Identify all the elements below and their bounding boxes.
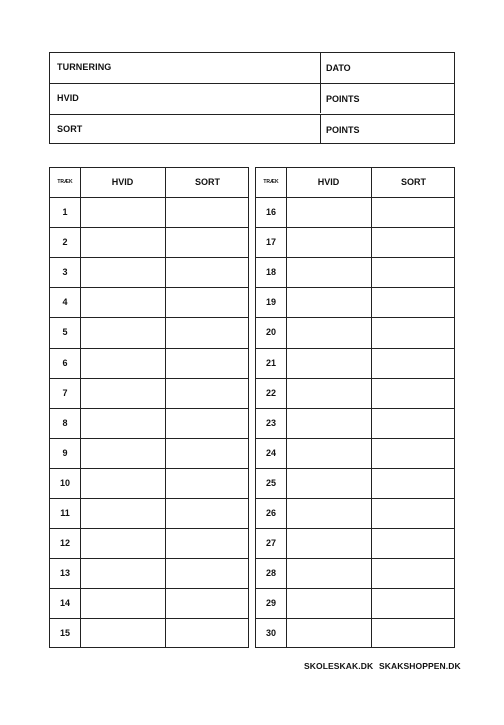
- black-row: [50, 114, 454, 144]
- black-move-cell[interactable]: [372, 529, 455, 558]
- move-number: 6: [62, 357, 68, 368]
- move-number: 26: [265, 508, 276, 518]
- move-column-header: TRÆK: [263, 179, 279, 185]
- move-number: 3: [62, 267, 68, 278]
- move-number: 4: [62, 297, 68, 308]
- white-move-cell[interactable]: [81, 379, 164, 408]
- move-number: 22: [265, 387, 276, 398]
- black-move-cell[interactable]: [166, 469, 249, 498]
- white-points-label: POINTS: [326, 94, 360, 104]
- white-move-cell[interactable]: [81, 559, 164, 588]
- move-number: 19: [265, 297, 276, 308]
- white-move-cell[interactable]: [287, 409, 370, 438]
- game-info-box: [49, 52, 455, 144]
- footer-site-2: SKAKSHOPPEN.DK: [379, 661, 461, 671]
- white-move-cell[interactable]: [81, 589, 164, 618]
- black-move-cell[interactable]: [372, 619, 455, 648]
- black-move-cell[interactable]: [372, 198, 455, 227]
- white-column-header: HVID: [317, 177, 340, 187]
- black-move-cell[interactable]: [372, 349, 455, 378]
- black-move-cell[interactable]: [166, 559, 249, 588]
- black-move-cell[interactable]: [372, 409, 455, 438]
- black-move-cell[interactable]: [372, 318, 455, 347]
- black-move-cell[interactable]: [166, 258, 249, 287]
- move-number: 5: [62, 327, 68, 338]
- move-number: 29: [265, 598, 276, 609]
- white-move-cell[interactable]: [287, 318, 370, 347]
- black-move-cell[interactable]: [372, 439, 455, 468]
- white-move-cell[interactable]: [287, 439, 370, 468]
- move-number: 12: [59, 538, 70, 549]
- move-number: 25: [265, 477, 276, 488]
- white-move-cell[interactable]: [81, 258, 164, 287]
- black-move-cell[interactable]: [372, 258, 455, 287]
- move-number: 27: [265, 538, 276, 549]
- move-number: 30: [265, 628, 276, 639]
- white-move-cell[interactable]: [287, 258, 370, 287]
- black-column-header: SORT: [194, 177, 220, 187]
- move-number: 15: [59, 628, 70, 639]
- black-move-cell[interactable]: [166, 288, 249, 317]
- white-column-header: HVID: [111, 177, 134, 187]
- move-number: 16: [265, 207, 276, 217]
- black-move-cell[interactable]: [166, 349, 249, 378]
- move-number: 10: [59, 477, 70, 488]
- white-move-cell[interactable]: [287, 619, 370, 648]
- black-move-cell[interactable]: [166, 379, 249, 408]
- moves-table-right: [255, 167, 455, 648]
- black-move-cell[interactable]: [372, 288, 455, 317]
- move-number: 28: [265, 568, 276, 579]
- black-move-cell[interactable]: [166, 228, 249, 257]
- move-number: 2: [62, 237, 68, 248]
- tournament-label: TURNERING: [57, 62, 112, 72]
- black-move-cell[interactable]: [372, 589, 455, 618]
- tournament-field[interactable]: [50, 53, 321, 83]
- black-move-cell[interactable]: [166, 409, 249, 438]
- move-number: 13: [59, 568, 70, 579]
- black-move-cell[interactable]: [372, 559, 455, 588]
- white-move-cell[interactable]: [81, 619, 164, 648]
- black-move-cell[interactable]: [372, 469, 455, 498]
- move-number: 11: [60, 508, 70, 518]
- black-move-cell[interactable]: [166, 318, 249, 347]
- black-column-header: SORT: [400, 177, 426, 187]
- white-move-cell[interactable]: [287, 198, 370, 227]
- date-label: DATO: [326, 63, 351, 73]
- footer-site-1: SKOLESKAK.DK: [304, 661, 374, 671]
- black-player-field[interactable]: [50, 115, 321, 144]
- white-move-cell[interactable]: [81, 529, 164, 558]
- black-move-cell[interactable]: [166, 619, 249, 648]
- white-move-cell[interactable]: [287, 288, 370, 317]
- white-move-cell[interactable]: [81, 499, 164, 528]
- white-move-cell[interactable]: [81, 409, 164, 438]
- move-number: 17: [265, 237, 276, 248]
- white-move-cell[interactable]: [81, 198, 164, 227]
- black-points-label: POINTS: [326, 125, 360, 135]
- black-move-cell[interactable]: [372, 228, 455, 257]
- move-number: 9: [62, 447, 68, 458]
- white-move-cell[interactable]: [287, 228, 370, 257]
- move-number: 14: [59, 598, 70, 609]
- white-move-cell[interactable]: [287, 589, 370, 618]
- white-label: HVID: [57, 93, 79, 103]
- white-move-cell[interactable]: [287, 559, 370, 588]
- white-move-cell[interactable]: [287, 499, 370, 528]
- move-number: 21: [265, 357, 276, 368]
- white-move-cell[interactable]: [81, 318, 164, 347]
- black-move-cell[interactable]: [166, 499, 249, 528]
- move-number: 23: [265, 417, 276, 428]
- move-number: 8: [62, 417, 68, 428]
- move-number: 7: [62, 387, 68, 398]
- white-move-cell[interactable]: [287, 379, 370, 408]
- white-player-field[interactable]: [50, 84, 321, 113]
- white-move-cell[interactable]: [81, 349, 164, 378]
- move-number: 20: [265, 327, 276, 338]
- moves-table-left: [49, 167, 249, 648]
- move-number: 1: [62, 207, 68, 217]
- move-number: 24: [265, 447, 276, 458]
- black-move-cell[interactable]: [166, 589, 249, 618]
- white-row: [50, 83, 454, 113]
- white-move-cell[interactable]: [287, 529, 370, 558]
- black-move-cell[interactable]: [166, 439, 249, 468]
- move-number: 18: [265, 267, 276, 278]
- move-column-header: TRÆK: [57, 179, 73, 185]
- white-move-cell[interactable]: [287, 469, 370, 498]
- black-move-cell[interactable]: [372, 379, 455, 408]
- black-label: SORT: [57, 124, 83, 134]
- black-move-cell[interactable]: [166, 529, 249, 558]
- white-move-cell[interactable]: [81, 469, 164, 498]
- white-move-cell[interactable]: [81, 288, 164, 317]
- black-move-cell[interactable]: [372, 499, 455, 528]
- white-move-cell[interactable]: [287, 349, 370, 378]
- white-move-cell[interactable]: [81, 228, 164, 257]
- black-move-cell[interactable]: [166, 198, 249, 227]
- white-move-cell[interactable]: [81, 439, 164, 468]
- tournament-row: [50, 53, 454, 83]
